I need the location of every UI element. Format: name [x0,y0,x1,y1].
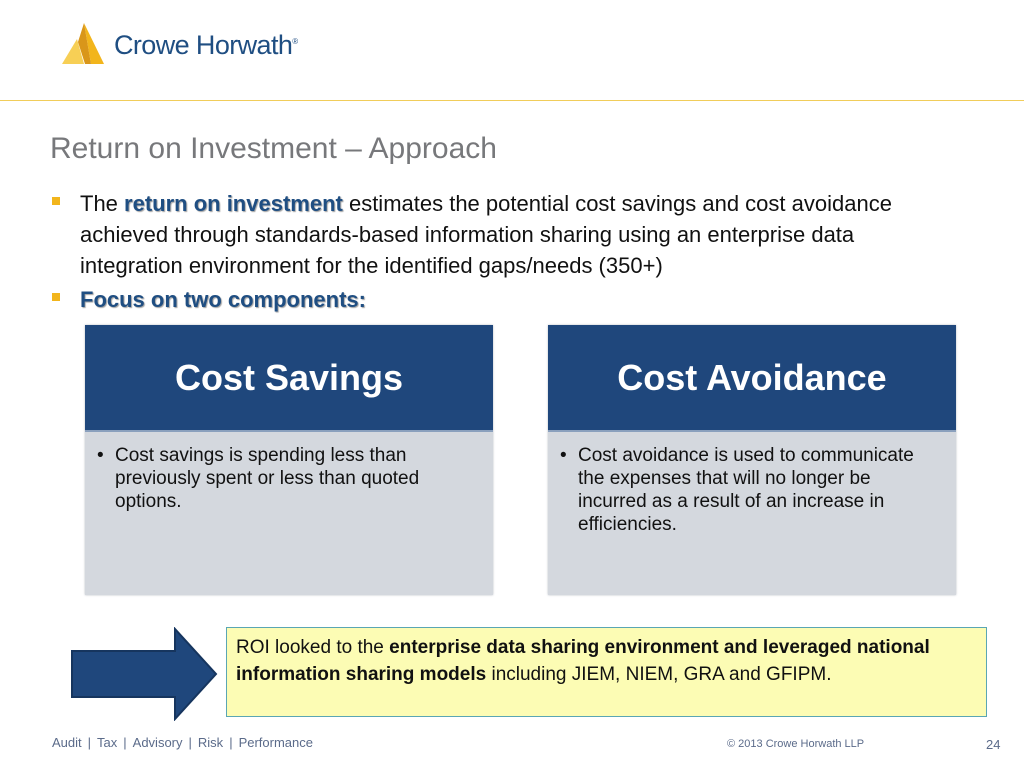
bullet-roi-definition: The return on investment estimates the potential cost savings and cost avoidance achieved through standards-based information sharing using an enterprise data integration environment for the identified gaps/needs (350+) [52,188,952,281]
footer-service-performance: Performance [238,735,313,750]
header-divider [0,100,1024,101]
bullet-focus: Focus on two components: [52,284,952,315]
slide-title: Return on Investment – Approach [50,132,497,165]
crowe-sail-icon [60,22,106,66]
bullet-square-icon [52,293,60,301]
footer-service-audit: Audit [52,735,82,750]
footer-service-advisory: Advisory [132,735,183,750]
card-title: Cost Savings [85,325,493,432]
roi-emphasis: return on investment [124,191,343,216]
footer-service-tax: Tax [97,735,118,750]
footer-services: Audit | Tax | Advisory | Risk | Performance [52,735,313,750]
bullet-dot: • [97,445,104,466]
card-title: Cost Avoidance [548,325,956,432]
bullet-dot: • [560,445,567,466]
footer-copyright: © 2013 Crowe Horwath LLP [727,738,865,750]
bullet-list [52,188,952,315]
page-number: 24 [986,737,1001,752]
footer-service-risk: Risk [197,735,224,750]
card-cost-avoidance [548,325,956,595]
roi-callout-box: ROI looked to the enterprise data sharing environment and leveraged national information sharing models including JIEM, NIEM, GRA and GFIPM. [226,627,987,717]
card-body: • Cost savings is spending less than previously spent or less than quoted options. [97,445,420,512]
card-cost-savings [85,325,493,595]
crowe-horwath-logo [60,22,298,66]
brand-name: Crowe Horwath® [114,29,298,60]
bullet-square-icon [52,197,60,205]
right-arrow-icon [70,627,220,721]
card-body: • Cost avoidance is used to communicate the expenses that will no longer be incurred as a result of an increase in efficiencies. [560,445,914,535]
